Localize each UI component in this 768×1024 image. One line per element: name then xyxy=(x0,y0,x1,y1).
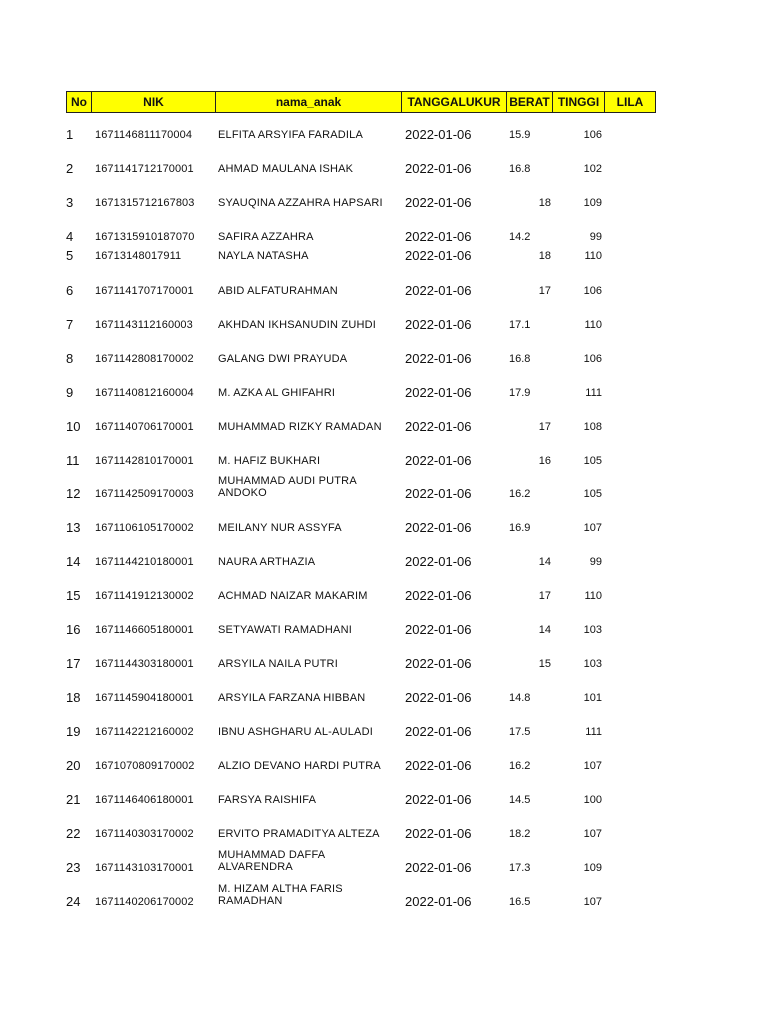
row-no[interactable]: 13 xyxy=(66,520,81,535)
row-nama-anak[interactable]: M. HAFIZ BUKHARI xyxy=(218,455,321,467)
row-nik[interactable]: 16713148017911 xyxy=(95,250,182,262)
row-nama-anak[interactable]: ACHMAD NAIZAR MAKARIM xyxy=(218,590,368,602)
row-tinggi[interactable]: 105 xyxy=(583,455,602,467)
row-nama-anak[interactable]: MUHAMMAD AUDI PUTRA ANDOKO xyxy=(218,475,357,499)
header-nama-anak[interactable]: nama_anak xyxy=(215,91,402,113)
row-berat[interactable]: 14.2 xyxy=(509,231,531,243)
row-nama-anak[interactable]: AKHDAN IKHSANUDIN ZUHDI xyxy=(218,319,377,331)
row-no[interactable]: 10 xyxy=(66,419,81,434)
row-tinggi[interactable]: 107 xyxy=(583,896,602,908)
row-berat[interactable]: 16.8 xyxy=(509,353,531,365)
row-tanggalukur[interactable]: 2022-01-06 xyxy=(405,554,472,569)
row-tanggalukur[interactable]: 2022-01-06 xyxy=(405,127,472,142)
row-nama-anak[interactable]: GALANG DWI PRAYUDA xyxy=(218,353,348,365)
row-tinggi[interactable]: 106 xyxy=(583,285,602,297)
row-tanggalukur[interactable]: 2022-01-06 xyxy=(405,792,472,807)
row-nik[interactable]: 1671143112160003 xyxy=(95,319,193,331)
row-no[interactable]: 3 xyxy=(66,195,74,210)
row-berat[interactable]: 17.1 xyxy=(509,319,531,331)
row-nama-anak[interactable]: MUHAMMAD DAFFA ALVARENDRA xyxy=(218,849,325,873)
row-nik[interactable]: 1671146605180001 xyxy=(95,624,194,636)
row-tanggalukur[interactable]: 2022-01-06 xyxy=(405,860,472,875)
row-nik[interactable]: 1671141707170001 xyxy=(95,285,194,297)
row-tinggi[interactable]: 99 xyxy=(589,231,602,243)
row-no[interactable]: 8 xyxy=(66,351,74,366)
row-tanggalukur[interactable]: 2022-01-06 xyxy=(405,588,472,603)
row-nik[interactable]: 1671106105170002 xyxy=(95,522,194,534)
row-nik[interactable]: 1671070809170002 xyxy=(95,760,195,772)
row-berat[interactable]: 16.9 xyxy=(509,522,531,534)
row-no[interactable]: 18 xyxy=(66,690,81,705)
row-tinggi[interactable]: 107 xyxy=(583,522,602,534)
row-tanggalukur[interactable]: 2022-01-06 xyxy=(405,724,472,739)
row-berat[interactable]: 14 xyxy=(538,624,551,636)
row-nik[interactable]: 1671140303170002 xyxy=(95,828,194,840)
row-tinggi[interactable]: 100 xyxy=(583,794,602,806)
row-berat[interactable]: 18 xyxy=(538,197,551,209)
row-no[interactable]: 14 xyxy=(66,554,81,569)
row-tinggi[interactable]: 103 xyxy=(583,658,602,670)
header-nik[interactable]: NIK xyxy=(91,91,216,113)
row-tinggi[interactable]: 106 xyxy=(583,129,602,141)
header-tanggalukur[interactable]: TANGGALUKUR xyxy=(401,91,507,113)
row-tanggalukur[interactable]: 2022-01-06 xyxy=(405,826,472,841)
row-tanggalukur[interactable]: 2022-01-06 xyxy=(405,419,472,434)
row-tinggi[interactable]: 109 xyxy=(583,862,602,874)
row-no[interactable]: 12 xyxy=(66,486,81,501)
row-tanggalukur[interactable]: 2022-01-06 xyxy=(405,758,472,773)
row-no[interactable]: 23 xyxy=(66,860,81,875)
row-nik[interactable]: 1671142808170002 xyxy=(95,353,194,365)
row-tanggalukur[interactable]: 2022-01-06 xyxy=(405,622,472,637)
row-berat[interactable]: 18 xyxy=(538,250,551,262)
row-nik[interactable]: 1671142810170001 xyxy=(95,455,194,467)
row-nama-anak[interactable]: ELFITA ARSYIFA FARADILA xyxy=(218,129,364,141)
row-no[interactable]: 1 xyxy=(66,127,74,142)
row-tanggalukur[interactable]: 2022-01-06 xyxy=(405,229,472,244)
header-lila[interactable]: LILA xyxy=(604,91,656,113)
row-berat[interactable]: 16.5 xyxy=(509,896,531,908)
row-nik[interactable]: 1671315910187070 xyxy=(95,231,195,243)
row-nik[interactable]: 1671141712170001 xyxy=(95,163,194,175)
row-no[interactable]: 15 xyxy=(66,588,81,603)
row-tanggalukur[interactable]: 2022-01-06 xyxy=(405,161,472,176)
row-berat[interactable]: 17 xyxy=(538,285,551,297)
row-nama-anak[interactable]: ABID ALFATURAHMAN xyxy=(218,285,338,297)
header-berat[interactable]: BERAT xyxy=(506,91,553,113)
row-nik[interactable]: 1671144303180001 xyxy=(95,658,194,670)
row-nama-anak[interactable]: ARSYILA NAILA PUTRI xyxy=(218,658,338,670)
row-no[interactable]: 6 xyxy=(66,283,74,298)
row-tinggi[interactable]: 107 xyxy=(583,828,602,840)
row-berat[interactable]: 17 xyxy=(538,590,551,602)
row-nama-anak[interactable]: NAURA ARTHAZIA xyxy=(218,556,316,568)
row-nik[interactable]: 1671140706170001 xyxy=(95,421,194,433)
row-berat[interactable]: 15.9 xyxy=(509,129,531,141)
row-berat[interactable]: 15 xyxy=(538,658,551,670)
row-nama-anak[interactable]: SAFIRA AZZAHRA xyxy=(218,231,314,243)
row-tanggalukur[interactable]: 2022-01-06 xyxy=(405,317,472,332)
row-nik[interactable]: 1671144210180001 xyxy=(95,556,194,568)
row-tanggalukur[interactable]: 2022-01-06 xyxy=(405,690,472,705)
row-tanggalukur[interactable]: 2022-01-06 xyxy=(405,248,472,263)
header-tinggi[interactable]: TINGGI xyxy=(552,91,605,113)
row-nama-anak[interactable]: ERVITO PRAMADITYA ALTEZA xyxy=(218,828,380,840)
row-nama-anak[interactable]: ALZIO DEVANO HARDI PUTRA xyxy=(218,760,381,772)
row-nama-anak[interactable]: MEILANY NUR ASSYFA xyxy=(218,522,342,534)
row-tanggalukur[interactable]: 2022-01-06 xyxy=(405,486,472,501)
row-berat[interactable]: 17.5 xyxy=(509,726,531,738)
row-no[interactable]: 19 xyxy=(66,724,81,739)
row-nama-anak[interactable]: MUHAMMAD RIZKY RAMADAN xyxy=(218,421,382,433)
row-nik[interactable]: 1671141912130002 xyxy=(95,590,194,602)
row-berat[interactable]: 16.8 xyxy=(509,163,531,175)
row-no[interactable]: 17 xyxy=(66,656,81,671)
row-nik[interactable]: 1671315712167803 xyxy=(95,197,195,209)
row-tinggi[interactable]: 99 xyxy=(589,556,602,568)
header-no[interactable]: No xyxy=(66,91,92,113)
row-nama-anak[interactable]: M. HIZAM ALTHA FARIS RAMADHAN xyxy=(218,883,343,907)
row-tinggi[interactable]: 110 xyxy=(584,319,602,331)
row-nama-anak[interactable]: SYAUQINA AZZAHRA HAPSARI xyxy=(218,197,383,209)
row-no[interactable]: 4 xyxy=(66,229,74,244)
row-tinggi[interactable]: 101 xyxy=(583,692,602,704)
row-tanggalukur[interactable]: 2022-01-06 xyxy=(405,195,472,210)
row-nik[interactable]: 1671140206170002 xyxy=(95,896,194,908)
row-nik[interactable]: 1671143103170001 xyxy=(95,862,194,874)
row-no[interactable]: 2 xyxy=(66,161,74,176)
row-tinggi[interactable]: 105 xyxy=(583,488,602,500)
row-tinggi[interactable]: 106 xyxy=(583,353,602,365)
row-nama-anak[interactable]: ARSYILA FARZANA HIBBAN xyxy=(218,692,366,704)
row-no[interactable]: 5 xyxy=(66,248,74,263)
row-no[interactable]: 22 xyxy=(66,826,81,841)
row-nik[interactable]: 1671146406180001 xyxy=(95,794,194,806)
row-tanggalukur[interactable]: 2022-01-06 xyxy=(405,283,472,298)
row-tinggi[interactable]: 111 xyxy=(585,726,602,738)
row-nik[interactable]: 1671146811170004 xyxy=(95,129,193,141)
row-no[interactable]: 11 xyxy=(66,453,80,468)
row-berat[interactable]: 16.2 xyxy=(509,488,531,500)
row-tanggalukur[interactable]: 2022-01-06 xyxy=(405,656,472,671)
row-tanggalukur[interactable]: 2022-01-06 xyxy=(405,385,472,400)
row-no[interactable]: 7 xyxy=(66,317,74,332)
row-no[interactable]: 24 xyxy=(66,894,81,909)
row-berat[interactable]: 18.2 xyxy=(509,828,531,840)
row-berat[interactable]: 16.2 xyxy=(509,760,531,772)
row-berat[interactable]: 14 xyxy=(538,556,551,568)
row-berat[interactable]: 16 xyxy=(538,455,551,467)
row-tanggalukur[interactable]: 2022-01-06 xyxy=(405,453,472,468)
row-nama-anak[interactable]: NAYLA NATASHA xyxy=(218,250,309,262)
row-tinggi[interactable]: 108 xyxy=(583,421,602,433)
row-nama-anak[interactable]: IBNU ASHGHARU AL-AULADI xyxy=(218,726,373,738)
row-tinggi[interactable]: 103 xyxy=(583,624,602,636)
row-nama-anak[interactable]: SETYAWATI RAMADHANI xyxy=(218,624,352,636)
row-tanggalukur[interactable]: 2022-01-06 xyxy=(405,894,472,909)
row-nik[interactable]: 1671142212160002 xyxy=(95,726,194,738)
row-berat[interactable]: 17 xyxy=(538,421,551,433)
row-nik[interactable]: 1671140812160004 xyxy=(95,387,194,399)
row-nama-anak[interactable]: M. AZKA AL GHIFAHRI xyxy=(218,387,336,399)
row-no[interactable]: 21 xyxy=(66,792,81,807)
row-berat[interactable]: 17.3 xyxy=(509,862,531,874)
row-berat[interactable]: 17.9 xyxy=(509,387,531,399)
row-tanggalukur[interactable]: 2022-01-06 xyxy=(405,351,472,366)
row-nama-anak[interactable]: FARSYA RAISHIFA xyxy=(218,794,317,806)
row-tinggi[interactable]: 102 xyxy=(583,163,602,175)
row-berat[interactable]: 14.8 xyxy=(509,692,531,704)
row-tinggi[interactable]: 107 xyxy=(583,760,602,772)
row-no[interactable]: 20 xyxy=(66,758,81,773)
row-tinggi[interactable]: 109 xyxy=(583,197,602,209)
row-tanggalukur[interactable]: 2022-01-06 xyxy=(405,520,472,535)
row-tinggi[interactable]: 111 xyxy=(585,387,602,399)
row-tinggi[interactable]: 110 xyxy=(584,250,602,262)
row-berat[interactable]: 14.5 xyxy=(509,794,531,806)
row-nama-anak[interactable]: AHMAD MAULANA ISHAK xyxy=(218,163,354,175)
row-tinggi[interactable]: 110 xyxy=(584,590,602,602)
row-no[interactable]: 16 xyxy=(66,622,81,637)
row-no[interactable]: 9 xyxy=(66,385,74,400)
row-nik[interactable]: 1671142509170003 xyxy=(95,488,194,500)
row-nik[interactable]: 1671145904180001 xyxy=(95,692,194,704)
